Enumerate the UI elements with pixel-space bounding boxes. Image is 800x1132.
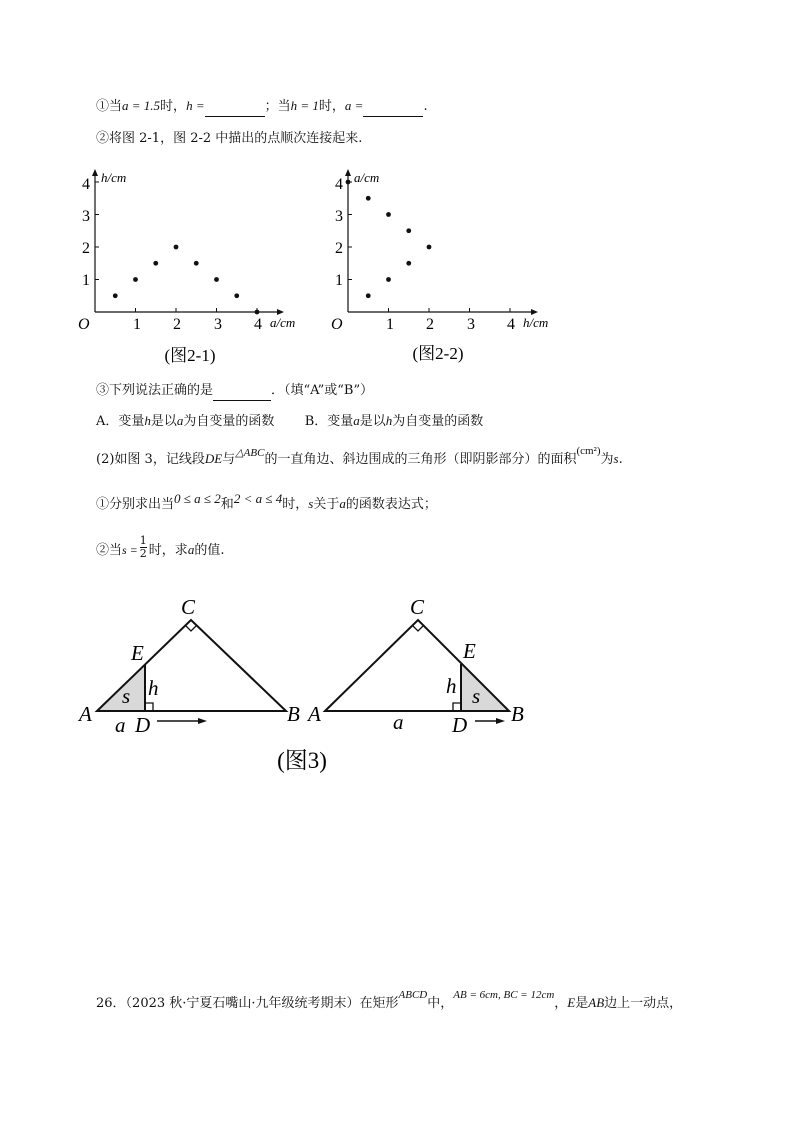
option-a[interactable]	[96, 414, 274, 429]
y-axis-arrow	[345, 169, 351, 176]
graph-2-2	[330, 165, 590, 365]
math-ab: AB	[588, 995, 605, 1010]
text: 为自变量的函数	[392, 414, 484, 429]
text: 的一直角边、斜边围成的三角形（即阴影部分）的面积	[264, 452, 577, 467]
graph-2-1	[70, 165, 330, 365]
data-point	[214, 277, 219, 282]
label-d-right: D	[452, 713, 468, 737]
label-s-left: s	[122, 684, 131, 708]
math-abcd: ABCD	[398, 989, 428, 1001]
y-tick-label: 2	[82, 240, 90, 257]
unit: (cm²)	[576, 445, 601, 457]
text: ②当	[96, 543, 123, 558]
data-point	[255, 310, 260, 315]
option-b[interactable]	[305, 414, 484, 429]
label-a-right: A	[308, 702, 321, 726]
text: 时，	[318, 99, 345, 114]
figure-caption: (图2-1)	[164, 346, 216, 365]
text: .	[423, 99, 428, 114]
answer-blank-1[interactable]	[205, 98, 265, 117]
x-tick-label: 1	[386, 316, 394, 333]
text: 时，	[160, 99, 187, 114]
math-a: a	[187, 542, 195, 557]
text: 时，	[282, 497, 309, 512]
fraction	[140, 535, 147, 560]
data-point	[406, 228, 411, 233]
text: 是以	[359, 414, 386, 429]
label-b-left: B	[287, 702, 300, 726]
x-axis-label: a/cm	[270, 315, 296, 330]
text: 中，	[427, 996, 454, 1011]
label-a-left: A	[79, 702, 92, 726]
math-range-1: 0 ≤ a ≤ 2	[174, 491, 221, 506]
question-2-stem	[96, 445, 623, 469]
data-point	[427, 245, 432, 250]
math-s: s =	[122, 543, 138, 557]
right-angle-d-left	[145, 703, 153, 711]
data-point	[153, 261, 158, 266]
math-e: E	[567, 995, 576, 1010]
x-tick-label: 3	[467, 316, 475, 333]
y-tick-label: 4	[335, 176, 343, 193]
data-point	[386, 277, 391, 282]
question-2-sub-1	[96, 491, 437, 514]
origin-label: O	[78, 316, 90, 333]
x-tick-label: 4	[507, 316, 515, 333]
question-1-line	[96, 97, 428, 117]
x-tick-label: 3	[214, 316, 222, 333]
y-axis-label: h/cm	[101, 170, 127, 185]
numerator: 1	[139, 534, 147, 547]
y-tick-label: 1	[82, 272, 90, 289]
data-point	[346, 180, 351, 185]
text: ；当	[264, 99, 291, 114]
math-s: s	[613, 451, 619, 466]
question-3-line	[96, 382, 373, 401]
text: ．（填“A”或“B”）	[271, 383, 374, 398]
right-angle-c-right	[412, 625, 424, 631]
text: (2)如图 3，记线段	[96, 452, 205, 467]
answer-blank-2[interactable]	[363, 98, 423, 117]
math-a: a	[176, 413, 184, 428]
text: ①当	[96, 99, 123, 114]
y-tick-label: 4	[82, 176, 90, 193]
text: 是以	[150, 414, 177, 429]
data-point	[366, 293, 371, 298]
label-c-left: C	[181, 595, 196, 619]
figure-3-caption: (图3)	[277, 748, 327, 773]
label-a-lower-right: a	[393, 710, 404, 734]
text: 是	[575, 996, 589, 1011]
math-h: h	[385, 413, 393, 428]
arrow-head-right	[496, 718, 505, 724]
text: 边上一动点，	[604, 996, 683, 1011]
right-angle-c-left	[185, 625, 197, 631]
denominator: 2	[139, 547, 147, 560]
question-2-line: ②将图 2-1，图 2-2 中描出的点顺次连接起来.	[96, 131, 363, 146]
text: 的函数表达式；	[345, 497, 437, 512]
data-point	[174, 245, 179, 250]
label-h-left: h	[148, 676, 159, 700]
data-point	[133, 277, 138, 282]
math-de: DE	[204, 451, 223, 466]
question-26-line	[96, 989, 683, 1013]
math-a: a =	[344, 98, 364, 113]
math-abc: △ABC	[235, 447, 265, 459]
y-tick-label: 3	[82, 208, 90, 225]
data-point	[194, 261, 199, 266]
text: 26．（2023 秋·宁夏石嘴山·九年级统考期末）在矩形	[96, 996, 399, 1011]
data-point	[234, 293, 239, 298]
question-2-sub-2	[96, 534, 225, 563]
y-axis-label: a/cm	[354, 170, 380, 185]
left-triangle-figure	[77, 595, 300, 737]
math-h-value: h = 1	[290, 98, 319, 113]
text: 和	[220, 497, 234, 512]
text: 与	[222, 452, 236, 467]
x-axis-label: h/cm	[523, 315, 549, 330]
figure-caption: (图2-2)	[412, 344, 464, 363]
label-e-right: E	[463, 639, 476, 663]
data-point	[113, 293, 118, 298]
math-s: s	[308, 496, 314, 511]
origin-label: O	[331, 316, 343, 333]
math-range-2: 2 < a ≤ 4	[233, 491, 283, 506]
math-h: h =	[186, 98, 205, 113]
y-axis-arrow	[92, 169, 98, 176]
math-a-value: a = 1.5	[122, 98, 161, 113]
label-d-left: D	[135, 713, 151, 737]
data-point	[406, 261, 411, 266]
text: .	[618, 452, 623, 467]
answer-blank-3[interactable]	[213, 382, 271, 401]
y-tick-label: 3	[335, 208, 343, 225]
right-angle-d-right	[453, 703, 461, 711]
label-s-right: s	[472, 684, 481, 708]
label-a-lower-left: a	[115, 713, 126, 737]
text: 时，求	[148, 543, 188, 558]
text: B．变量	[304, 414, 354, 429]
x-tick-label: 2	[426, 316, 434, 333]
arrow-head-left	[198, 718, 207, 724]
text: ①分别求出当	[96, 497, 175, 512]
right-triangle-figure	[306, 595, 524, 737]
math-condition: AB = 6cm, BC = 12cm	[453, 989, 555, 1001]
text: ，	[554, 996, 568, 1011]
label-h-right: h	[446, 674, 457, 698]
x-tick-label: 2	[173, 316, 181, 333]
options-line	[96, 412, 483, 431]
text: ③下列说法正确的是	[96, 383, 214, 398]
text: A．变量	[96, 414, 145, 429]
label-c-right: C	[410, 595, 425, 619]
y-tick-label: 1	[335, 272, 343, 289]
label-e-left: E	[131, 641, 144, 665]
text: 为	[600, 452, 614, 467]
math-a: a	[339, 496, 346, 511]
text: 的值.	[194, 543, 225, 558]
label-b-right: B	[511, 702, 524, 726]
figure-3	[75, 590, 535, 780]
math-h: h	[144, 413, 151, 428]
math-a: a	[353, 413, 360, 428]
text: 为自变量的函数	[183, 414, 275, 429]
data-point	[386, 212, 391, 217]
y-tick-label: 2	[335, 240, 343, 257]
x-tick-label: 1	[133, 316, 141, 333]
x-tick-label: 4	[254, 316, 262, 333]
text: 关于	[313, 497, 340, 512]
data-point	[366, 196, 371, 201]
